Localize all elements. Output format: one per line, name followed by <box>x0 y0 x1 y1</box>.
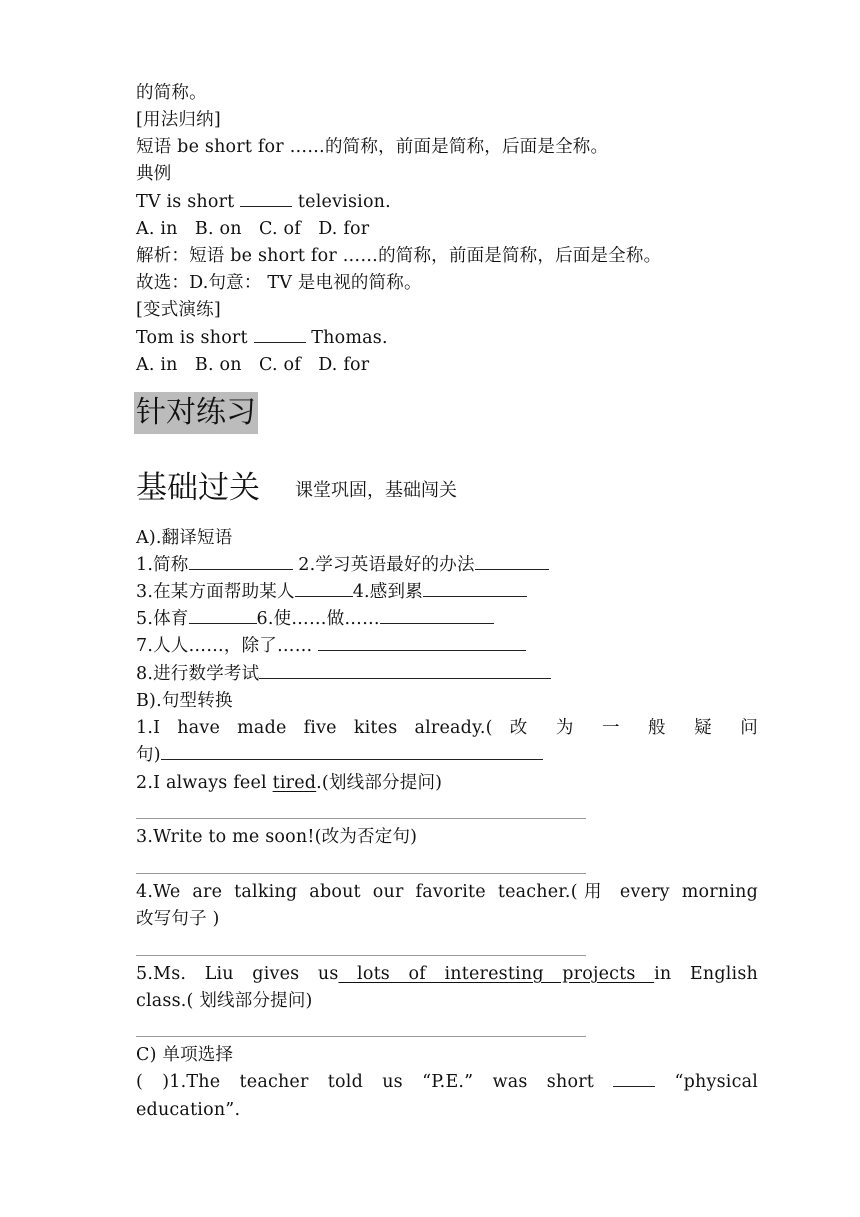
part-b-q4-line2: 改写句子 ) <box>136 909 220 929</box>
q5-start: 5.Ms. Liu gives us <box>136 964 339 984</box>
example-question-end: television. <box>292 192 391 212</box>
part-a-row-3 <box>136 606 494 632</box>
answer-blank[interactable] <box>613 1069 655 1087</box>
part-c-q1-line1 <box>136 1069 758 1095</box>
q2-start: 2.I always feel <box>136 773 273 793</box>
continued-text: 的简称。 <box>136 83 207 103</box>
part-b-q5-line1 <box>136 961 758 987</box>
practice-heading: 针对练习 <box>134 392 258 434</box>
variant-question <box>136 325 388 351</box>
part-b-q4-line1: 4.We are talking about our favorite teacher.(用 every morning <box>136 882 758 902</box>
usage-title: [用法归纳] <box>136 110 221 130</box>
variant-question-start: Tom is short <box>136 328 254 348</box>
phrase-item-2: 2.学习英语最好的办法 <box>298 555 475 575</box>
basic-subtitle: 课堂巩固，基础闯关 <box>295 480 457 501</box>
answer-blank[interactable] <box>161 742 543 760</box>
phrase-item-8: 8.进行数学考试 <box>136 664 260 684</box>
q5-underlined-phrase: lots of interesting projects <box>338 964 655 984</box>
phrase-item-5: 5.体育 <box>136 609 189 629</box>
answer-blank[interactable] <box>259 661 551 679</box>
example-options: A. in B. on C. of D. for <box>136 219 370 239</box>
answer-blank[interactable] <box>318 633 526 651</box>
answer-text: 故选：D.句意： TV 是电视的简称。 <box>136 273 422 293</box>
phrase-item-4: 4.感到累 <box>352 582 423 602</box>
c-q1-start: ( )1.The teacher told us “P.E.” was short <box>136 1072 614 1092</box>
part-a-row-1 <box>136 552 549 578</box>
answer-line[interactable] <box>136 818 586 819</box>
answer-line[interactable] <box>136 955 586 956</box>
part-a-row-5 <box>136 661 551 687</box>
part-b-q2 <box>136 770 442 796</box>
answer-line[interactable] <box>136 1036 586 1037</box>
example-title: 典例 <box>136 164 172 184</box>
part-c-q1-line2: education”. <box>136 1100 241 1120</box>
q2-underlined-word: tired <box>272 773 317 793</box>
example-question-start: TV is short <box>136 192 241 212</box>
part-c-title: C) 单项选择 <box>136 1045 234 1065</box>
part-b-q1-line2 <box>136 742 543 768</box>
part-b-q3: 3.Write to me soon!(改为否定句) <box>136 827 418 847</box>
answer-blank[interactable] <box>254 325 306 343</box>
variant-options: A. in B. on C. of D. for <box>136 355 370 375</box>
example-question <box>136 189 391 215</box>
part-b-title: B).句型转换 <box>136 691 233 711</box>
part-a-title: A).翻译短语 <box>136 528 233 548</box>
phrase-item-6: 6.使……做…… <box>256 609 380 629</box>
usage-text: 短语 be short for ……的简称，前面是简称，后面是全称。 <box>136 137 609 157</box>
part-a-row-4 <box>136 633 526 659</box>
q2-end: .(划线部分提问) <box>316 773 443 793</box>
variant-title: [变式演练] <box>136 300 221 320</box>
answer-blank[interactable] <box>295 579 353 597</box>
answer-line[interactable] <box>136 873 586 874</box>
basic-heading: 基础过关 <box>136 470 260 506</box>
variant-question-end: Thomas. <box>305 328 388 348</box>
phrase-item-7: 7.人人……，除了…… <box>136 636 313 656</box>
answer-blank[interactable] <box>189 606 257 624</box>
answer-blank[interactable] <box>380 606 494 624</box>
q5-end: in English <box>654 964 758 984</box>
part-b-q1-line1: 1.I have made five kites already.( 改 为 一 般 疑 问 <box>136 718 758 738</box>
answer-blank[interactable] <box>423 579 527 597</box>
answer-blank[interactable] <box>475 552 549 570</box>
q1-line2-text: 句) <box>136 745 161 765</box>
c-q1-end: “physical <box>655 1072 759 1092</box>
answer-blank[interactable] <box>189 552 293 570</box>
phrase-item-3: 3.在某方面帮助某人 <box>136 582 295 602</box>
answer-blank[interactable] <box>240 189 292 207</box>
phrase-item-1: 1.简称 <box>136 555 189 575</box>
part-b-q5-line2: class.( 划线部分提问) <box>136 991 313 1011</box>
analysis-text: 解析：短语 be short for ……的简称，前面是简称，后面是全称。 <box>136 246 662 266</box>
part-a-row-2 <box>136 579 527 605</box>
